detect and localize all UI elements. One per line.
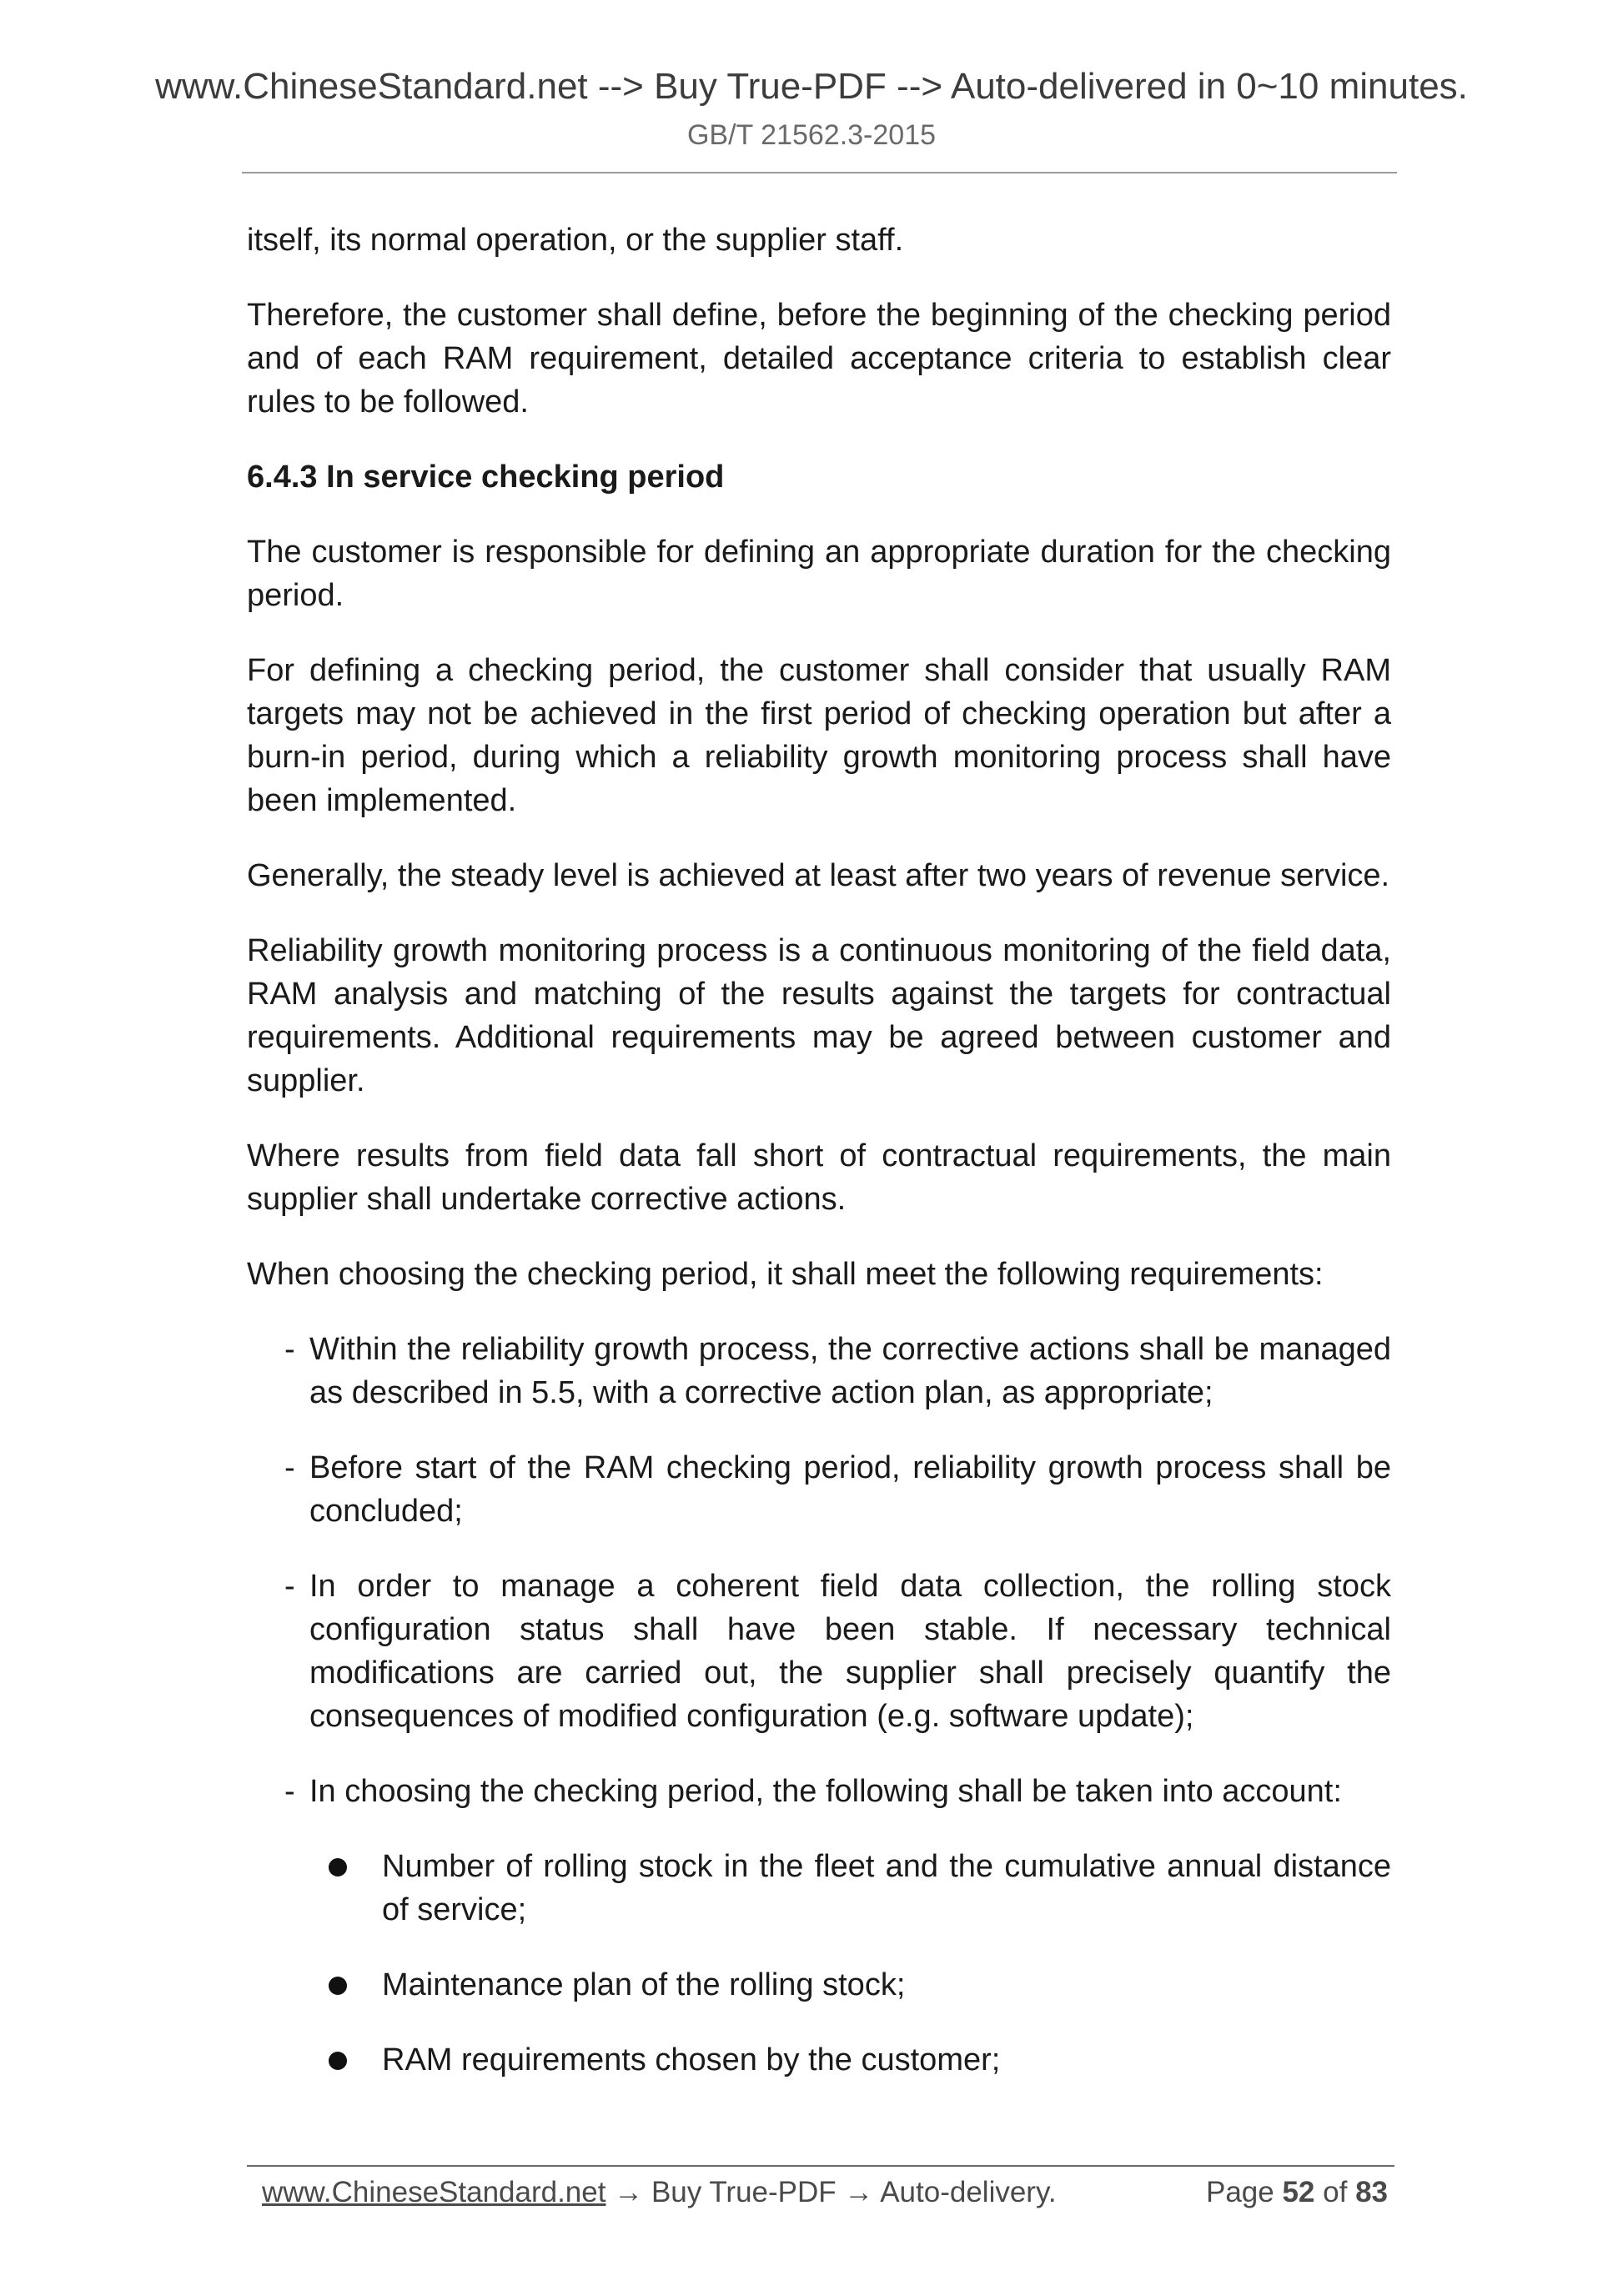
page-content [247, 219, 1391, 2113]
dash-list-item [247, 1770, 1391, 1813]
paragraph: Therefore, the customer shall define, before the beginning of the checking period and of each RAM requirement, detailed acceptance criteria to establish clear rules to be followed. [247, 298, 1391, 420]
list-item-text: In order to manage a coherent field data collection, the rolling stock configuration status shall have been stable. If necessary technical modifications are carried out, the supplier shall precisely quantify the consequences of modified configuration (e.g. software update); [309, 1569, 1391, 1734]
bullet-list-item [247, 1845, 1391, 1932]
dash-marker: - [284, 1450, 295, 1485]
header-banner: www.ChineseStandard.net --> Buy True-PDF --> Auto-delivered in 0~10 minutes. [155, 66, 1468, 107]
list-item-text: Before start of the RAM checking period, reliability growth process shall be concluded; [309, 1450, 1391, 1529]
paragraph: The customer is responsible for defining an appropriate duration for the checking period. [247, 535, 1391, 613]
dash-marker: - [284, 1569, 295, 1604]
page-footer [262, 2173, 1388, 2213]
footer-divider [247, 2165, 1394, 2167]
paragraph: For defining a checking period, the customer shall consider that usually RAM targets may not be achieved in the first period of checking operation but after a burn-in period, during which a reliability growth monitoring process shall have been implemented. [247, 653, 1391, 818]
bullet-dot-icon [329, 2052, 347, 2070]
page-number: 52 [1282, 2176, 1315, 2208]
arrow-icon: → [844, 2176, 874, 2208]
list-item-text: Maintenance plan of the rolling stock; [382, 1967, 906, 2002]
dash-list-item [247, 1446, 1391, 1533]
bullet-list-item [247, 2038, 1391, 2082]
paragraph: When choosing the checking period, it shall meet the following requirements: [247, 1257, 1324, 1292]
list-item-text: Within the reliability growth process, the corrective actions shall be managed as described in 5.5, with a corrective action plan, as appropriate; [309, 1332, 1391, 1410]
bullet-dot-icon [329, 1858, 347, 1876]
dash-marker: - [284, 1332, 295, 1367]
list-item-text: In choosing the checking period, the following shall be taken into account: [309, 1774, 1342, 1809]
arrow-icon: → [614, 2176, 644, 2208]
bullet-list-item [247, 1963, 1391, 2007]
dash-list-item [247, 1328, 1391, 1414]
footer-buy-text: Buy True-PDF [651, 2176, 837, 2208]
paragraph: Where results from field data fall short of contractual requirements, the main supplier shall undertake corrective actions. [247, 1138, 1391, 1217]
section-heading: 6.4.3 In service checking period [247, 460, 725, 495]
dash-marker: - [284, 1774, 295, 1809]
header-divider [242, 172, 1397, 173]
paragraph: Generally, the steady level is achieved at least after two years of revenue service. [247, 858, 1390, 893]
page-indicator [1206, 2173, 1388, 2213]
footer-delivery-text: Auto-delivery. [880, 2176, 1057, 2208]
bullet-dot-icon [329, 1977, 347, 1995]
paragraph: itself, its normal operation, or the supplier staff. [247, 223, 904, 258]
of-label: of [1323, 2176, 1348, 2208]
document-code: GB/T 21562.3-2015 [686, 119, 937, 151]
footer-website-link[interactable]: www.ChineseStandard.net [262, 2176, 606, 2208]
page-total: 83 [1355, 2176, 1388, 2208]
dash-list-item [247, 1565, 1391, 1738]
list-item-text: RAM requirements chosen by the customer; [382, 2042, 1001, 2077]
page-label: Page [1205, 2176, 1274, 2208]
paragraph: Reliability growth monitoring process is a continuous monitoring of the field data, RAM analysis and matching of the results against the targets for contractual requirements. Additional requirements may be agreed between customer and supplier. [247, 933, 1391, 1098]
list-item-text: Number of rolling stock in the fleet and the cumulative annual distance of service; [382, 1849, 1391, 1927]
